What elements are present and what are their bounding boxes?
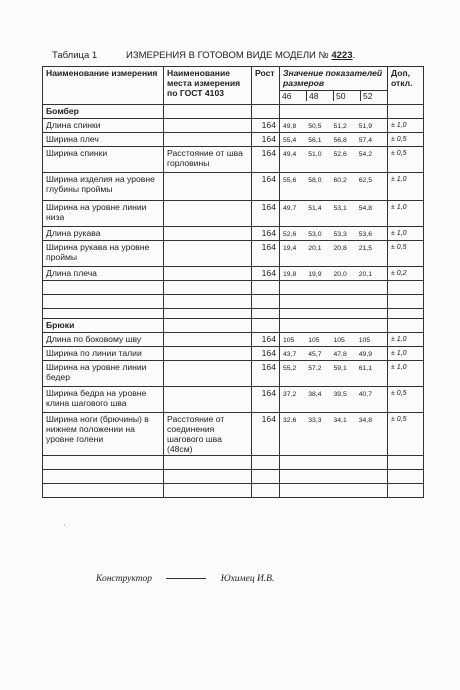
size-value: 54,2 xyxy=(358,151,372,158)
size-50: 50 xyxy=(334,91,361,101)
height-value: 164 xyxy=(252,173,280,201)
table-row xyxy=(43,173,424,201)
size-value: 53,1 xyxy=(333,205,347,212)
measurement-name: Ширина бедра на уровне клина шагового шва xyxy=(43,387,164,413)
empty-row xyxy=(43,309,424,319)
measurement-place xyxy=(164,267,252,281)
size-value: 20,1 xyxy=(358,271,372,278)
measurement-name: Длина по боковому шву xyxy=(43,333,164,347)
measurement-place xyxy=(164,241,252,267)
empty-row xyxy=(43,281,424,295)
measurement-name: Ширина спинки xyxy=(43,147,164,173)
measurement-place: Расстояние от шва горловины xyxy=(164,147,252,173)
header-place: Наименование места измерения по ГОСТ 4103 xyxy=(164,67,252,105)
height-value: 164 xyxy=(252,267,280,281)
table-row xyxy=(43,133,424,147)
height-value: 164 xyxy=(252,147,280,173)
measurement-name: Ширина рукава на уровне проймы xyxy=(43,241,164,267)
header-values: Значение показателей размеров xyxy=(280,67,388,91)
size-value: 21,5 xyxy=(358,245,372,252)
size-value: 53,0 xyxy=(308,231,322,238)
size-value: 57,2 xyxy=(308,365,322,372)
size-value: 54,8 xyxy=(358,205,372,212)
tolerance-value: ± 1,0 xyxy=(388,361,424,387)
height-value: 164 xyxy=(252,333,280,347)
tolerance-value: ± 0,5 xyxy=(388,133,424,147)
empty-row xyxy=(43,484,424,498)
size-value: 32,6 xyxy=(283,417,297,424)
tolerance-value: ± 1,0 xyxy=(388,201,424,227)
size-value: 61,1 xyxy=(358,365,372,372)
size-value: 19,9 xyxy=(308,271,322,278)
size-value: 59,1 xyxy=(333,365,347,372)
size-value: 19,8 xyxy=(283,271,297,278)
size-value: 105 xyxy=(358,337,371,344)
header-height: Рост xyxy=(252,67,280,105)
measurement-place xyxy=(164,173,252,201)
tolerance-value: ± 1,0 xyxy=(388,333,424,347)
size-values xyxy=(280,119,388,133)
size-value: 20,8 xyxy=(333,245,347,252)
measurement-name: Ширина по линии талии xyxy=(43,347,164,361)
size-headers xyxy=(280,91,387,101)
model-number: 4223 xyxy=(331,50,353,61)
size-value: 20,0 xyxy=(333,271,347,278)
empty-row xyxy=(43,456,424,470)
size-48: 48 xyxy=(307,91,334,101)
size-value: 105 xyxy=(283,337,295,344)
size-value: 57,4 xyxy=(358,137,372,144)
size-values xyxy=(280,361,388,387)
stray-mark: · xyxy=(63,521,66,530)
section-title: Брюки xyxy=(43,319,164,333)
empty-row xyxy=(43,295,424,309)
height-value: 164 xyxy=(252,201,280,227)
size-value: 56,1 xyxy=(308,137,322,144)
measurement-name: Ширина ноги (брючины) в нижнем положении на уровне голени xyxy=(43,413,164,456)
height-value: 164 xyxy=(252,227,280,241)
header-measurement-name: Наименование измерения xyxy=(43,67,164,105)
size-value: 40,7 xyxy=(358,391,372,398)
height-value: 164 xyxy=(252,133,280,147)
measurement-name: Ширина на уровне линии бедер xyxy=(43,361,164,387)
measurement-place xyxy=(164,333,252,347)
measurement-place xyxy=(164,361,252,387)
size-values xyxy=(280,387,388,413)
size-52: 52 xyxy=(363,91,373,101)
signature-name: Юхимец И.В. xyxy=(220,574,275,584)
measurement-name: Длина спинки xyxy=(43,119,164,133)
table-row xyxy=(43,227,424,241)
measurement-name: Длина рукава xyxy=(43,227,164,241)
height-value: 164 xyxy=(252,347,280,361)
table-row xyxy=(43,347,424,361)
tolerance-value: ± 1,0 xyxy=(388,119,424,133)
size-values xyxy=(280,201,388,227)
table-row xyxy=(43,333,424,347)
empty-row xyxy=(43,470,424,484)
size-value: 55,4 xyxy=(283,137,297,144)
measurement-name: Ширина плеч xyxy=(43,133,164,147)
height-value: 164 xyxy=(252,387,280,413)
height-value: 164 xyxy=(252,241,280,267)
size-value: 33,3 xyxy=(308,417,322,424)
size-value: 49,8 xyxy=(283,123,297,130)
size-values xyxy=(280,333,388,347)
height-value: 164 xyxy=(252,413,280,456)
size-values xyxy=(280,347,388,361)
size-value: 43,7 xyxy=(283,351,297,358)
measurements-table xyxy=(42,66,424,498)
measurement-place xyxy=(164,387,252,413)
table-row xyxy=(43,267,424,281)
size-value: 58,0 xyxy=(308,177,322,184)
size-values xyxy=(280,133,388,147)
size-value: 39,5 xyxy=(333,391,347,398)
size-value: 20,1 xyxy=(308,245,322,252)
size-value: 105 xyxy=(333,337,345,344)
table-row xyxy=(43,241,424,267)
size-values xyxy=(280,413,388,456)
height-value: 164 xyxy=(252,361,280,387)
signature-role: Конструктор xyxy=(96,574,153,584)
size-value: 60,2 xyxy=(333,177,347,184)
measurement-place: Расстояние от соединения шагового шва (48см) xyxy=(164,413,252,456)
size-value: 53,3 xyxy=(333,231,347,238)
size-values xyxy=(280,241,388,267)
tolerance-value: ± 0,5 xyxy=(388,147,424,173)
table-number: Таблица 1 xyxy=(52,50,98,61)
size-value: 49,7 xyxy=(283,205,297,212)
height-value: 164 xyxy=(252,119,280,133)
size-value: 50,5 xyxy=(308,123,322,130)
tolerance-value: ± 1,0 xyxy=(388,227,424,241)
measurement-place xyxy=(164,347,252,361)
measurement-place xyxy=(164,201,252,227)
size-value: 51,2 xyxy=(333,123,347,130)
section-row xyxy=(43,105,424,119)
size-value: 51,0 xyxy=(308,151,322,158)
table-row xyxy=(43,387,424,413)
size-value: 52,6 xyxy=(283,231,297,238)
size-value: 53,6 xyxy=(358,231,372,238)
tolerance-value: ± 1,0 xyxy=(388,173,424,201)
measurement-name: Ширина изделия на уровне глубины проймы xyxy=(43,173,164,201)
size-46: 46 xyxy=(280,91,307,101)
signature-line xyxy=(96,574,274,584)
size-value: 55,6 xyxy=(283,177,297,184)
size-value: 34,8 xyxy=(358,417,372,424)
size-values xyxy=(280,227,388,241)
table-row xyxy=(43,201,424,227)
size-value: 19,4 xyxy=(283,245,297,252)
size-value: 38,4 xyxy=(308,391,322,398)
size-value: 49,4 xyxy=(283,151,297,158)
size-values xyxy=(280,173,388,201)
section-row xyxy=(43,319,424,333)
tolerance-value: ± 0,5 xyxy=(388,387,424,413)
size-value: 49,9 xyxy=(358,351,372,358)
measurement-name: Длина плеча xyxy=(43,267,164,281)
tolerance-value: ± 1,0 xyxy=(388,347,424,361)
measurement-place xyxy=(164,133,252,147)
tolerance-value: ± 0,2 xyxy=(388,267,424,281)
size-value: 55,2 xyxy=(283,365,297,372)
header-tolerance: Доп, откл. xyxy=(388,67,424,105)
size-value: 51,9 xyxy=(358,123,372,130)
size-value: 62,5 xyxy=(358,177,372,184)
table-title: ИЗМЕРЕНИЯ В ГОТОВОМ ВИДЕ МОДЕЛИ № 4223. xyxy=(126,50,356,61)
size-value: 47,8 xyxy=(333,351,347,358)
table-row xyxy=(43,413,424,456)
measurement-place xyxy=(164,119,252,133)
measurement-place xyxy=(164,227,252,241)
size-values xyxy=(280,147,388,173)
table-row xyxy=(43,361,424,387)
size-value: 56,8 xyxy=(333,137,347,144)
size-values xyxy=(280,267,388,281)
measurement-name: Ширина на уровне линии низа xyxy=(43,201,164,227)
size-value: 34,1 xyxy=(333,417,347,424)
size-value: 45,7 xyxy=(308,351,322,358)
tolerance-value: ± 0,5 xyxy=(388,413,424,456)
size-value: 51,4 xyxy=(308,205,322,212)
size-value: 105 xyxy=(308,337,320,344)
table-row xyxy=(43,119,424,133)
signature-blank xyxy=(166,578,206,579)
section-title: Бомбер xyxy=(43,105,164,119)
tolerance-value: ± 0,5 xyxy=(388,241,424,267)
size-value: 52,6 xyxy=(333,151,347,158)
size-value: 37,2 xyxy=(283,391,297,398)
table-row xyxy=(43,147,424,173)
